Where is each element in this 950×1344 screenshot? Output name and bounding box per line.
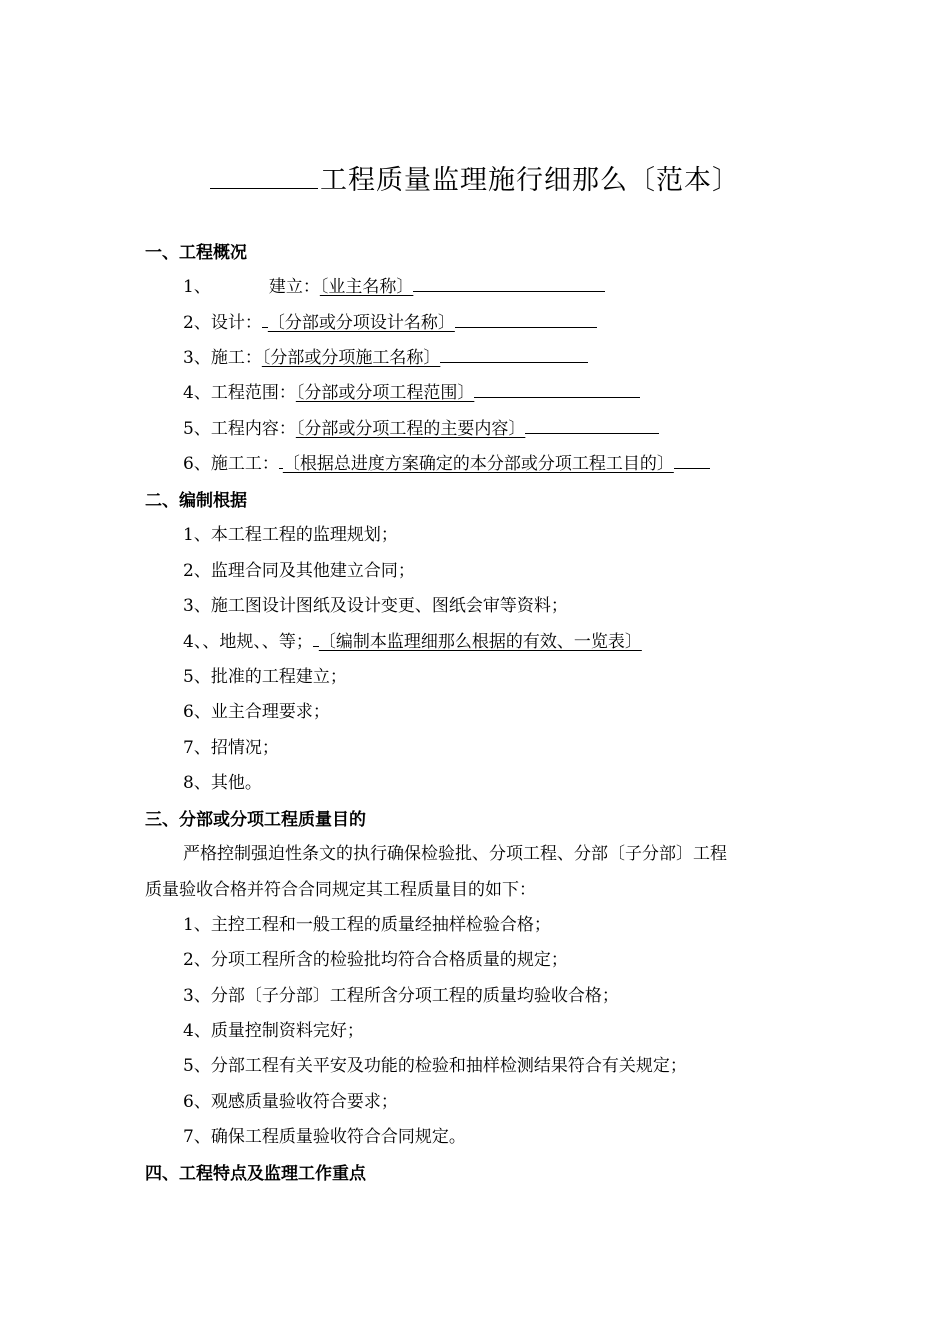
- item-value: 〔编制本监理细那么根据的有效、一览表〕: [318, 632, 642, 652]
- item-value: 〔业主名称〕: [319, 277, 414, 297]
- basis-item-5: 5、批准的工程建立；: [183, 667, 347, 687]
- basis-item-4: [183, 627, 642, 652]
- item-label: 5、工程内容：: [183, 419, 296, 439]
- title-text: 工程质量监理施行细那么〔范本〕: [320, 165, 740, 196]
- goal-item-2: 2、分项工程所含的检验批均符合合格质量的规定；: [183, 950, 568, 970]
- overview-item-1: [183, 272, 605, 297]
- basis-item-1: 1、本工程工程的监理规划；: [183, 525, 398, 545]
- item-value: 〔分部或分项设计名称〕: [267, 313, 455, 333]
- item-number: 1、: [183, 277, 211, 297]
- section-heading-1: 一、工程概况: [145, 243, 247, 263]
- document-title: [0, 158, 950, 197]
- item-value: 〔分部或分项工程的主要内容〕: [295, 419, 526, 439]
- goal-item-7: 7、确保工程质量验收符合合同规定。: [183, 1127, 466, 1147]
- overview-item-5: [183, 414, 659, 439]
- fill-underline: [440, 345, 588, 363]
- title-blank-underline: [210, 166, 318, 189]
- goal-paragraph-line-1: 严格控制强迫性条文的执行确保检验批、分项工程、分部〔子分部〕工程: [183, 844, 727, 864]
- fill-underline: [525, 416, 659, 434]
- overview-item-3: [183, 343, 588, 368]
- item-label: 建立：: [268, 277, 320, 297]
- overview-item-6: [183, 449, 710, 474]
- basis-item-2: 2、监理合同及其他建立合同；: [183, 561, 415, 581]
- item-value: 〔根据总进度方案确定的本分部或分项工程工目的〕: [282, 454, 674, 474]
- item-label: 4、、地规、、等；: [183, 632, 313, 652]
- item-value: 〔分部或分项施工名称〕: [261, 348, 441, 368]
- fill-underline: [455, 310, 597, 328]
- fill-underline: [413, 274, 605, 292]
- goal-item-3: 3、分部〔子分部〕工程所含分项工程的质量均验收合格；: [183, 986, 619, 1006]
- section-heading-2: 二、编制根据: [145, 491, 247, 511]
- goal-paragraph-line-2: 质量验收合格并符合合同规定其工程质量目的如下：: [145, 880, 536, 900]
- goal-item-4: 4、质量控制资料完好；: [183, 1021, 364, 1041]
- fill-underline: [474, 380, 640, 398]
- goal-item-5: 5、分部工程有关平安及功能的检验和抽样检测结果符合有关规定；: [183, 1056, 687, 1076]
- item-value: 〔分部或分项工程范围〕: [295, 383, 475, 403]
- item-label: 4、工程范围：: [183, 383, 296, 403]
- overview-item-4: [183, 378, 640, 403]
- basis-item-6: 6、业主合理要求；: [183, 702, 330, 722]
- item-label: 3、施工：: [183, 348, 262, 368]
- item-label: 6、施工工：: [183, 454, 279, 474]
- basis-item-7: 7、招情况；: [183, 738, 279, 758]
- section-heading-4: 四、工程特点及监理工作重点: [145, 1164, 366, 1184]
- basis-item-8: 8、其他。: [183, 773, 262, 793]
- fill-underline: [674, 451, 710, 469]
- overview-item-2: [183, 308, 597, 333]
- section-heading-3: 三、分部或分项工程质量目的: [145, 810, 366, 830]
- item-label: 2、设计：: [183, 313, 262, 333]
- basis-item-3: 3、施工图设计图纸及设计变更、图纸会审等资料；: [183, 596, 568, 616]
- goal-item-1: 1、主控工程和一般工程的质量经抽样检验合格；: [183, 915, 551, 935]
- goal-item-6: 6、观感质量验收符合要求；: [183, 1092, 398, 1112]
